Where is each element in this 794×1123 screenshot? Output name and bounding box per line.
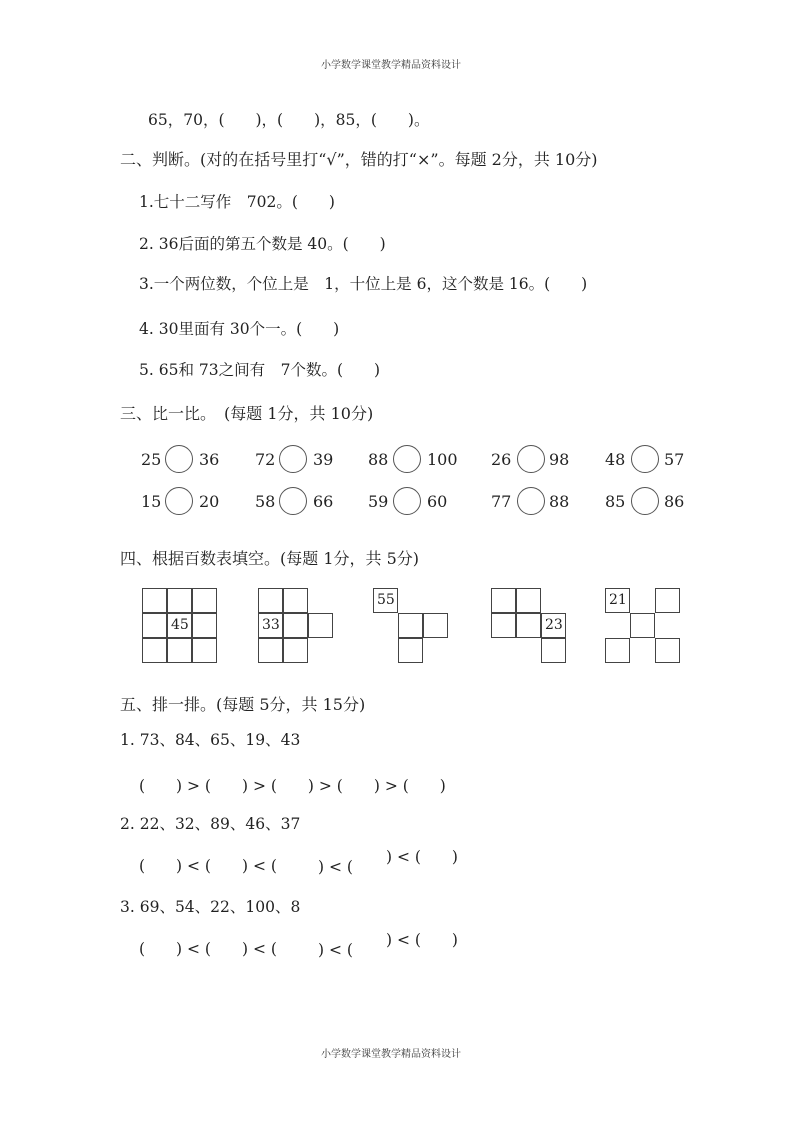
sort-answer-3-part-2: ) < ( [318, 941, 353, 959]
compare-circle[interactable] [165, 487, 193, 515]
grid-cell-given: 33 [258, 613, 283, 638]
compare-left: 48 [605, 450, 626, 469]
compare-left: 72 [255, 450, 276, 469]
sort-question-1: 1. 73、84、65、19、43 [120, 731, 301, 749]
section-5-title: 五、排一排。(每题 5分，共 15分) [120, 695, 366, 714]
compare-left: 88 [368, 450, 389, 469]
grid-cell[interactable] [655, 588, 680, 613]
grid-cell[interactable] [541, 638, 566, 663]
grid-cell[interactable] [258, 638, 283, 663]
compare-right: 98 [549, 450, 570, 469]
sort-question-2: 2. 22、32、89、46、37 [120, 815, 301, 833]
judge-item-2: 2. 36后面的第五个数是 40。( ) [139, 235, 386, 253]
grid-cell-given: 23 [541, 613, 566, 638]
section-4-title: 四、根据百数表填空。(每题 1分，共 5分) [120, 549, 420, 568]
compare-left: 25 [141, 450, 162, 469]
grid-cell-given: 21 [605, 588, 630, 613]
grid-cell[interactable] [516, 588, 541, 613]
section-3-title: 三、比一比。 (每题 1分，共 10分) [120, 404, 374, 423]
compare-circle[interactable] [279, 445, 307, 473]
sort-answer-2-part-2: ) < ( [318, 858, 353, 876]
page-footer: 小学数学课堂教学精品资料设计 [321, 1049, 461, 1060]
compare-right: 100 [427, 450, 458, 469]
sort-answer-2-part-3: ) < ( ) [386, 848, 458, 866]
judge-item-3: 3.一个两位数，个位上是 1，十位上是 6，这个数是 16。( ) [139, 275, 588, 293]
grid-cell[interactable] [491, 613, 516, 638]
grid-cell[interactable] [283, 638, 308, 663]
grid-cell[interactable] [423, 613, 448, 638]
grid-cell[interactable] [630, 613, 655, 638]
compare-circle[interactable] [165, 445, 193, 473]
compare-left: 15 [141, 492, 162, 511]
grid-cell-given: 55 [373, 588, 398, 613]
grid-cell[interactable] [398, 638, 423, 663]
page-header: 小学数学课堂教学精品资料设计 [321, 60, 461, 71]
grid-cell[interactable] [398, 613, 423, 638]
sort-answer-3-part-3: ) < ( ) [386, 931, 458, 949]
grid-cell[interactable] [192, 613, 217, 638]
compare-right: 60 [427, 492, 448, 511]
compare-circle[interactable] [393, 487, 421, 515]
judge-item-1: 1.七十二写作 702。( ) [139, 193, 335, 211]
compare-right: 66 [313, 492, 334, 511]
grid-cell[interactable] [167, 588, 192, 613]
compare-circle[interactable] [517, 487, 545, 515]
grid-cell[interactable] [167, 638, 192, 663]
grid-cell[interactable] [142, 638, 167, 663]
compare-right: 20 [199, 492, 220, 511]
compare-circle[interactable] [631, 445, 659, 473]
section-2-title: 二、判断。(对的在括号里打“√”，错的打“×”。每题 2分，共 10分) [120, 150, 598, 169]
compare-left: 77 [491, 492, 512, 511]
grid-cell[interactable] [192, 588, 217, 613]
grid-cell[interactable] [283, 588, 308, 613]
compare-right: 88 [549, 492, 570, 511]
grid-cell-given: 45 [167, 613, 192, 638]
judge-item-5: 5. 65和 73之间有 7个数。( ) [139, 361, 381, 379]
compare-left: 85 [605, 492, 626, 511]
compare-left: 26 [491, 450, 512, 469]
grid-cell[interactable] [142, 613, 167, 638]
compare-circle[interactable] [393, 445, 421, 473]
grid-cell[interactable] [605, 638, 630, 663]
grid-cell[interactable] [655, 638, 680, 663]
grid-cell[interactable] [491, 588, 516, 613]
compare-circle[interactable] [631, 487, 659, 515]
compare-right: 57 [664, 450, 685, 469]
grid-cell[interactable] [192, 638, 217, 663]
compare-right: 36 [199, 450, 220, 469]
grid-cell[interactable] [283, 613, 308, 638]
sequence-question: 65，70，( )，( )，85，( )。 [148, 111, 430, 129]
sort-answer-1: ( ) > ( ) > ( ) > ( ) > ( ) [139, 777, 446, 795]
grid-cell[interactable] [516, 613, 541, 638]
grid-cell[interactable] [142, 588, 167, 613]
sort-answer-3-part-1: ( ) < ( ) < ( [139, 940, 277, 958]
judge-item-4: 4. 30里面有 30个一。( ) [139, 320, 340, 338]
sort-question-3: 3. 69、54、22、100、8 [120, 898, 301, 916]
compare-right: 86 [664, 492, 685, 511]
compare-right: 39 [313, 450, 334, 469]
grid-cell[interactable] [308, 613, 333, 638]
sort-answer-2-part-1: ( ) < ( ) < ( [139, 857, 277, 875]
grid-cell[interactable] [258, 588, 283, 613]
compare-left: 59 [368, 492, 389, 511]
compare-left: 58 [255, 492, 276, 511]
compare-circle[interactable] [517, 445, 545, 473]
compare-circle[interactable] [279, 487, 307, 515]
